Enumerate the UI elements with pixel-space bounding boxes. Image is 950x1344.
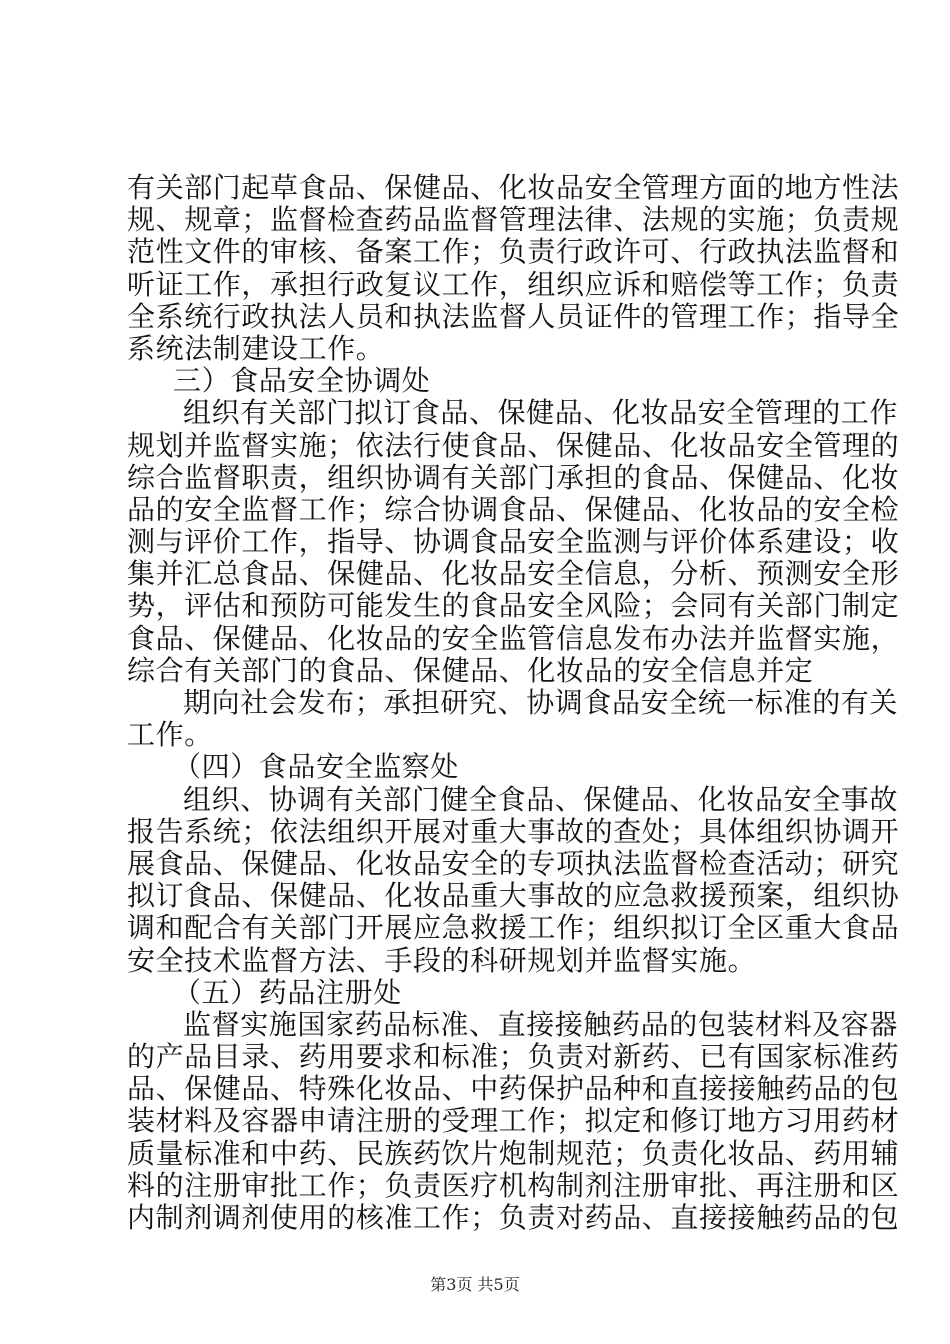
text-line: 品的安全监督工作；综合协调食品、保健品、化妆品的安全检 (127, 492, 900, 526)
text-line: 装材料及容器申请注册的受理工作；拟定和修订地方习用药材 (127, 1104, 900, 1138)
text-line: 期向社会发布；承担研究、协调食品安全统一标准的有关 (183, 686, 899, 719)
text-line: 有关部门起草食品、保健品、化妆品安全管理方面的地方性法 (127, 171, 900, 204)
text-line: 规、规章；监督检查药品监督管理法律、法规的实施；负责规 (127, 203, 900, 237)
text-line: 调和配合有关部门开展应急救援工作；组织拟订全区重大食品 (127, 911, 900, 945)
section-heading: （五）药品注册处 (173, 975, 402, 1009)
text-line: 内制剂调剂使用的核准工作；负责对药品、直接接触药品的包 (127, 1201, 900, 1234)
text-line: 全系统行政执法人员和执法监督人员证件的管理工作；指导全 (127, 299, 900, 333)
page-number-footer: 第3页 共5页 (430, 1275, 520, 1294)
text-line: 综合有关部门的食品、保健品、化妆品的安全信息并定 (127, 653, 814, 687)
text-line: 安全技术监督方法、手段的科研规划并监督实施。 (127, 943, 757, 977)
text-line: 监督实施国家药品标准、直接接触药品的包装材料及容器 (183, 1007, 899, 1041)
text-line: 势，评估和预防可能发生的食品安全风险；会同有关部门制定 (127, 589, 900, 623)
text-line: 食品、保健品、化妆品的安全监管信息发布办法并监督实施， (127, 621, 900, 655)
text-line: 综合监督职责，组织协调有关部门承担的食品、保健品、化妆 (127, 460, 900, 494)
text-line: 规划并监督实施；依法行使食品、保健品、化妆品安全管理的 (127, 428, 900, 462)
text-line: 报告系统；依法组织开展对重大事故的查处；具体组织协调开 (127, 814, 900, 848)
text-line: 展食品、保健品、化妆品安全的专项执法监督检查活动；研究 (127, 846, 900, 880)
text-line: 料的注册审批工作；负责医疗机构制剂注册审批、再注册和区 (127, 1168, 900, 1202)
text-line: 范性文件的审核、备案工作；负责行政许可、行政执法监督和 (127, 235, 900, 269)
text-line: 组织有关部门拟订食品、保健品、化妆品安全管理的工作 (183, 396, 899, 430)
text-line: 组织、协调有关部门健全食品、保健品、化妆品安全事故 (183, 782, 899, 816)
text-line: 测与评价工作，指导、协调食品安全监测与评价体系建设；收 (127, 525, 900, 559)
text-line: 听证工作，承担行政复议工作，组织应诉和赔偿等工作；负责 (127, 267, 900, 301)
section-heading: （四）食品安全监察处 (173, 750, 460, 784)
text-line: 系统法制建设工作。 (127, 331, 385, 365)
document-body (127, 171, 900, 1234)
text-line: 品、保健品、特殊化妆品、中药保护品种和直接接触药品的包 (127, 1072, 900, 1106)
text-line: 工作。 (127, 718, 213, 752)
text-line: 的产品目录、药用要求和标准；负责对新药、已有国家标准药 (127, 1040, 900, 1074)
text-line: 集并汇总食品、保健品、化妆品安全信息，分析、预测安全形 (127, 557, 900, 591)
text-line: 质量标准和中药、民族药饮片炮制规范；负责化妆品、药用辅 (127, 1136, 900, 1170)
text-line: 拟订食品、保健品、化妆品重大事故的应急救援预案，组织协 (127, 879, 900, 913)
section-heading: 三）食品安全协调处 (173, 364, 431, 398)
